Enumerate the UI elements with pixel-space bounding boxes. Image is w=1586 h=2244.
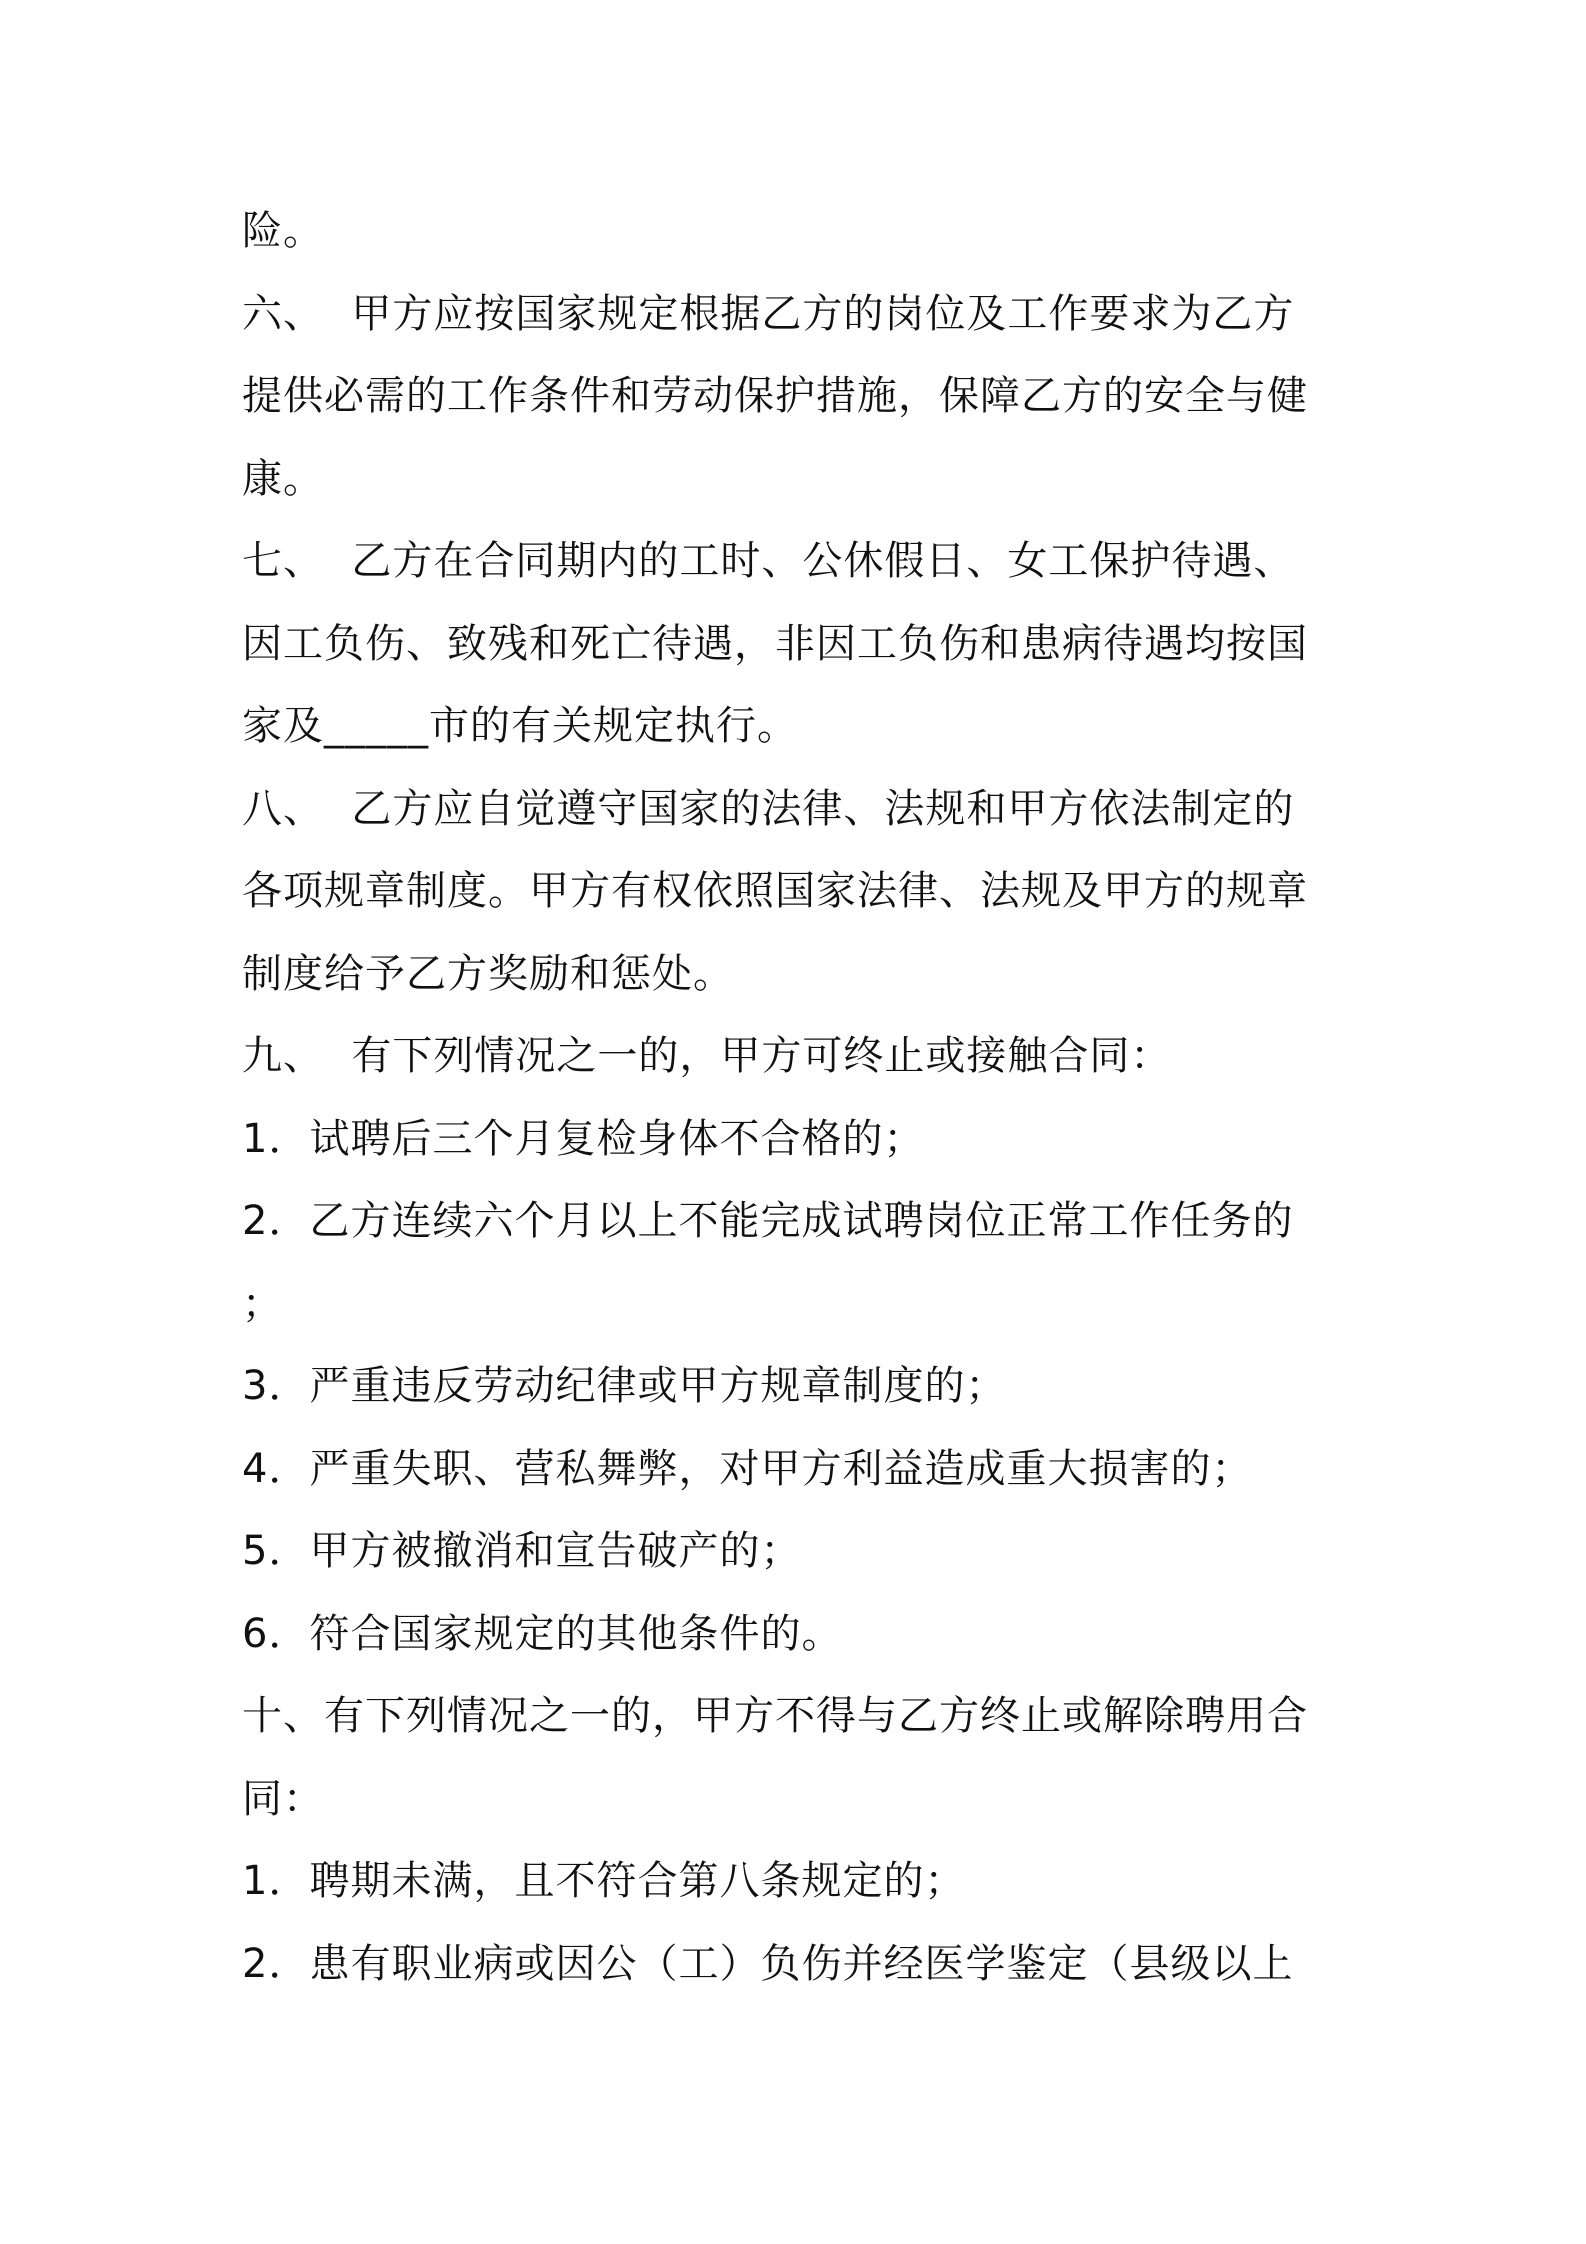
document-body bbox=[242, 190, 1362, 2005]
text-line: 险。 bbox=[242, 208, 324, 254]
text-line: 3．严重违反劳动纪律或甲方规章制度的； bbox=[242, 1363, 1007, 1409]
text-line: ； bbox=[242, 1280, 283, 1327]
text-line: 家及_____市的有关规定执行。 bbox=[242, 703, 798, 749]
text-line: 同： bbox=[242, 1775, 324, 1822]
text-line: 1．试聘后三个月复检身体不合格的； bbox=[242, 1115, 925, 1162]
text-line: 九、 有下列情况之一的，甲方可终止或接触合同： bbox=[242, 1033, 1172, 1079]
text-line: 七、 乙方在合同期内的工时、公休假日、女工保护待遇、 bbox=[242, 538, 1295, 584]
text-line: 5．甲方被撤消和宣告破产的； bbox=[242, 1528, 802, 1574]
text-line: 2．乙方连续六个月以上不能完成试聘岗位正常工作任务的 bbox=[242, 1198, 1294, 1244]
text-line: 1．聘期未满，且不符合第八条规定的； bbox=[242, 1858, 966, 1904]
text-line: 2．患有职业病或因公（工）负伤并经医学鉴定（县级以上 bbox=[242, 1940, 1294, 1987]
text-line: 4．严重失职、营私舞弊，对甲方利益造成重大损害的； bbox=[242, 1445, 1253, 1492]
text-line: 各项规章制度。甲方有权依照国家法律、法规及甲方的规章 bbox=[242, 868, 1308, 914]
text-line: 提供必需的工作条件和劳动保护措施，保障乙方的安全与健 bbox=[242, 373, 1308, 419]
text-line: 六、 甲方应按国家规定根据乙方的岗位及工作要求为乙方 bbox=[242, 290, 1295, 337]
text-line: 制度给予乙方奖励和惩处。 bbox=[242, 950, 734, 997]
text-line: 因工负伤、致残和死亡待遇，非因工负伤和患病待遇均按国 bbox=[242, 620, 1308, 667]
text-line: 康。 bbox=[242, 455, 324, 502]
text-line: 十、有下列情况之一的，甲方不得与乙方终止或解除聘用合 bbox=[242, 1693, 1308, 1739]
text-line: 八、 乙方应自觉遵守国家的法律、法规和甲方依法制定的 bbox=[242, 785, 1295, 832]
text-line: 6．符合国家规定的其他条件的。 bbox=[242, 1610, 843, 1657]
